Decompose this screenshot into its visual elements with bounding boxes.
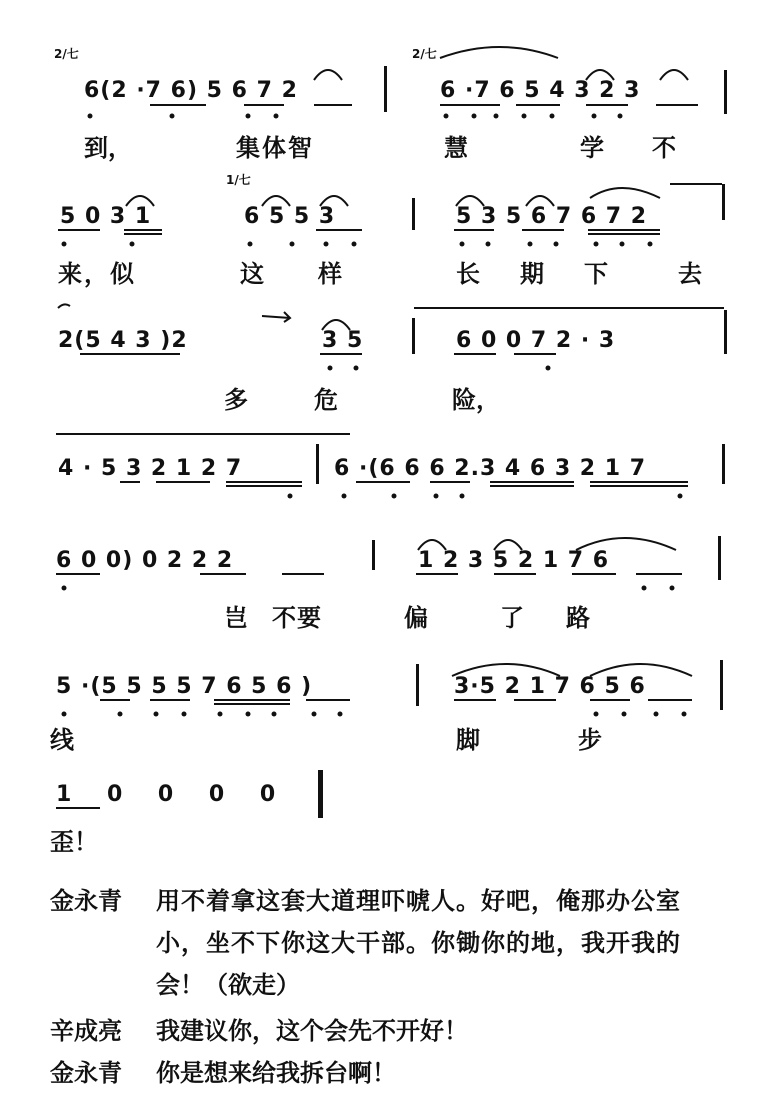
dialogue-speaker: 金永青	[50, 887, 122, 915]
slur	[660, 70, 688, 80]
lyric: 危	[314, 386, 338, 414]
notes-row2-a: 5 0 3 1	[60, 204, 152, 229]
notes-row6-a: 5 ·(5 5 5 5 7 6 5 6 )	[56, 674, 313, 699]
lyric: 不要	[272, 604, 322, 632]
dialogue-speaker: 金永青	[50, 1059, 122, 1087]
lyric: 学	[580, 134, 604, 162]
lyric: 慧	[444, 134, 468, 162]
dialogue-line: 用不着拿这套大道理吓唬人。好吧，俺那办公室	[156, 887, 681, 915]
lyric: 这	[240, 260, 264, 288]
notes-row1-measure2: 6 ·7 6 5 4 3 2 3	[440, 78, 641, 103]
slur	[440, 47, 558, 58]
tempo-mark: 1/七	[226, 173, 251, 187]
lyric: 不	[652, 134, 676, 162]
slur	[586, 70, 614, 80]
slur	[590, 664, 692, 676]
lyric: 去	[678, 260, 702, 288]
notes-row4-a: 4 · 5 3 2 1 2 7	[58, 456, 243, 481]
notes-row5-a: 6 0 0) 0 2 2 2	[56, 548, 234, 573]
dialogue-line: 小，坐不下你这大干部。你锄你的地，我开我的	[156, 929, 681, 957]
slur	[494, 540, 522, 550]
tempo-mark-right: 2/七	[412, 47, 437, 61]
slur	[452, 664, 560, 676]
lyric: 险，	[452, 386, 500, 414]
slur	[322, 320, 350, 330]
slur	[418, 540, 446, 550]
notes-row4-b: 6 ·(6 6 6 2.3 4 6 3 2 1 7	[334, 456, 647, 481]
lyric: 期	[520, 260, 544, 288]
slur	[590, 188, 660, 198]
notes-row5-b: 1 2 3 5 2 1 7 6	[418, 548, 610, 573]
dialogue-line: 我建议你，这个会先不开好！	[156, 1017, 468, 1045]
slur	[262, 196, 290, 206]
notes-row1-measure1: 6(2 ·7 6) 5 6 7 2	[84, 78, 298, 103]
slur	[526, 196, 554, 206]
notes-row7: 1 0 0 0 0	[56, 782, 290, 807]
lyric: 下	[584, 260, 608, 288]
lyric: 集体智	[236, 134, 314, 162]
lyric: 歪！	[50, 828, 98, 856]
lyric: 到，	[84, 134, 132, 162]
tempo-mark-left: 2/七	[54, 47, 79, 61]
dialogue-line: 你是想来给我拆台啊！	[156, 1059, 396, 1087]
dialogue-line: 会！（欲走）	[156, 971, 300, 999]
slur	[314, 70, 342, 80]
notes-row3-a: 2(5 4 3 )2	[58, 328, 188, 353]
slur	[456, 196, 484, 206]
lyric: 偏	[404, 604, 428, 632]
arrow	[262, 312, 290, 322]
lyric: 多	[224, 386, 248, 414]
slur	[576, 538, 676, 550]
lyric: 了	[500, 604, 524, 632]
lyric: 脚	[456, 726, 480, 754]
lyric: 岂	[224, 604, 248, 632]
lyric: 步	[578, 726, 602, 754]
slur	[320, 196, 348, 206]
lyric: 线	[50, 726, 74, 754]
lyric: 来，似	[58, 260, 136, 288]
dialogue-speaker: 辛成亮	[50, 1017, 122, 1045]
lyric: 样	[318, 260, 342, 288]
notes-row2-c: 5 3 5 6 7 6 7 2	[456, 204, 648, 229]
slur	[126, 196, 154, 206]
notes-row3-b: 3 5	[322, 328, 364, 353]
notes-row3-c: 6 0 0 7 2 · 3	[456, 328, 616, 353]
notes-row6-b: 3·5 2 1 7 6 5 6	[454, 674, 646, 699]
notes-row2-b: 6 5 5 3	[244, 204, 336, 229]
lyric: 路	[566, 604, 590, 632]
slur-hook	[58, 304, 70, 308]
lyric: 长	[456, 260, 480, 288]
